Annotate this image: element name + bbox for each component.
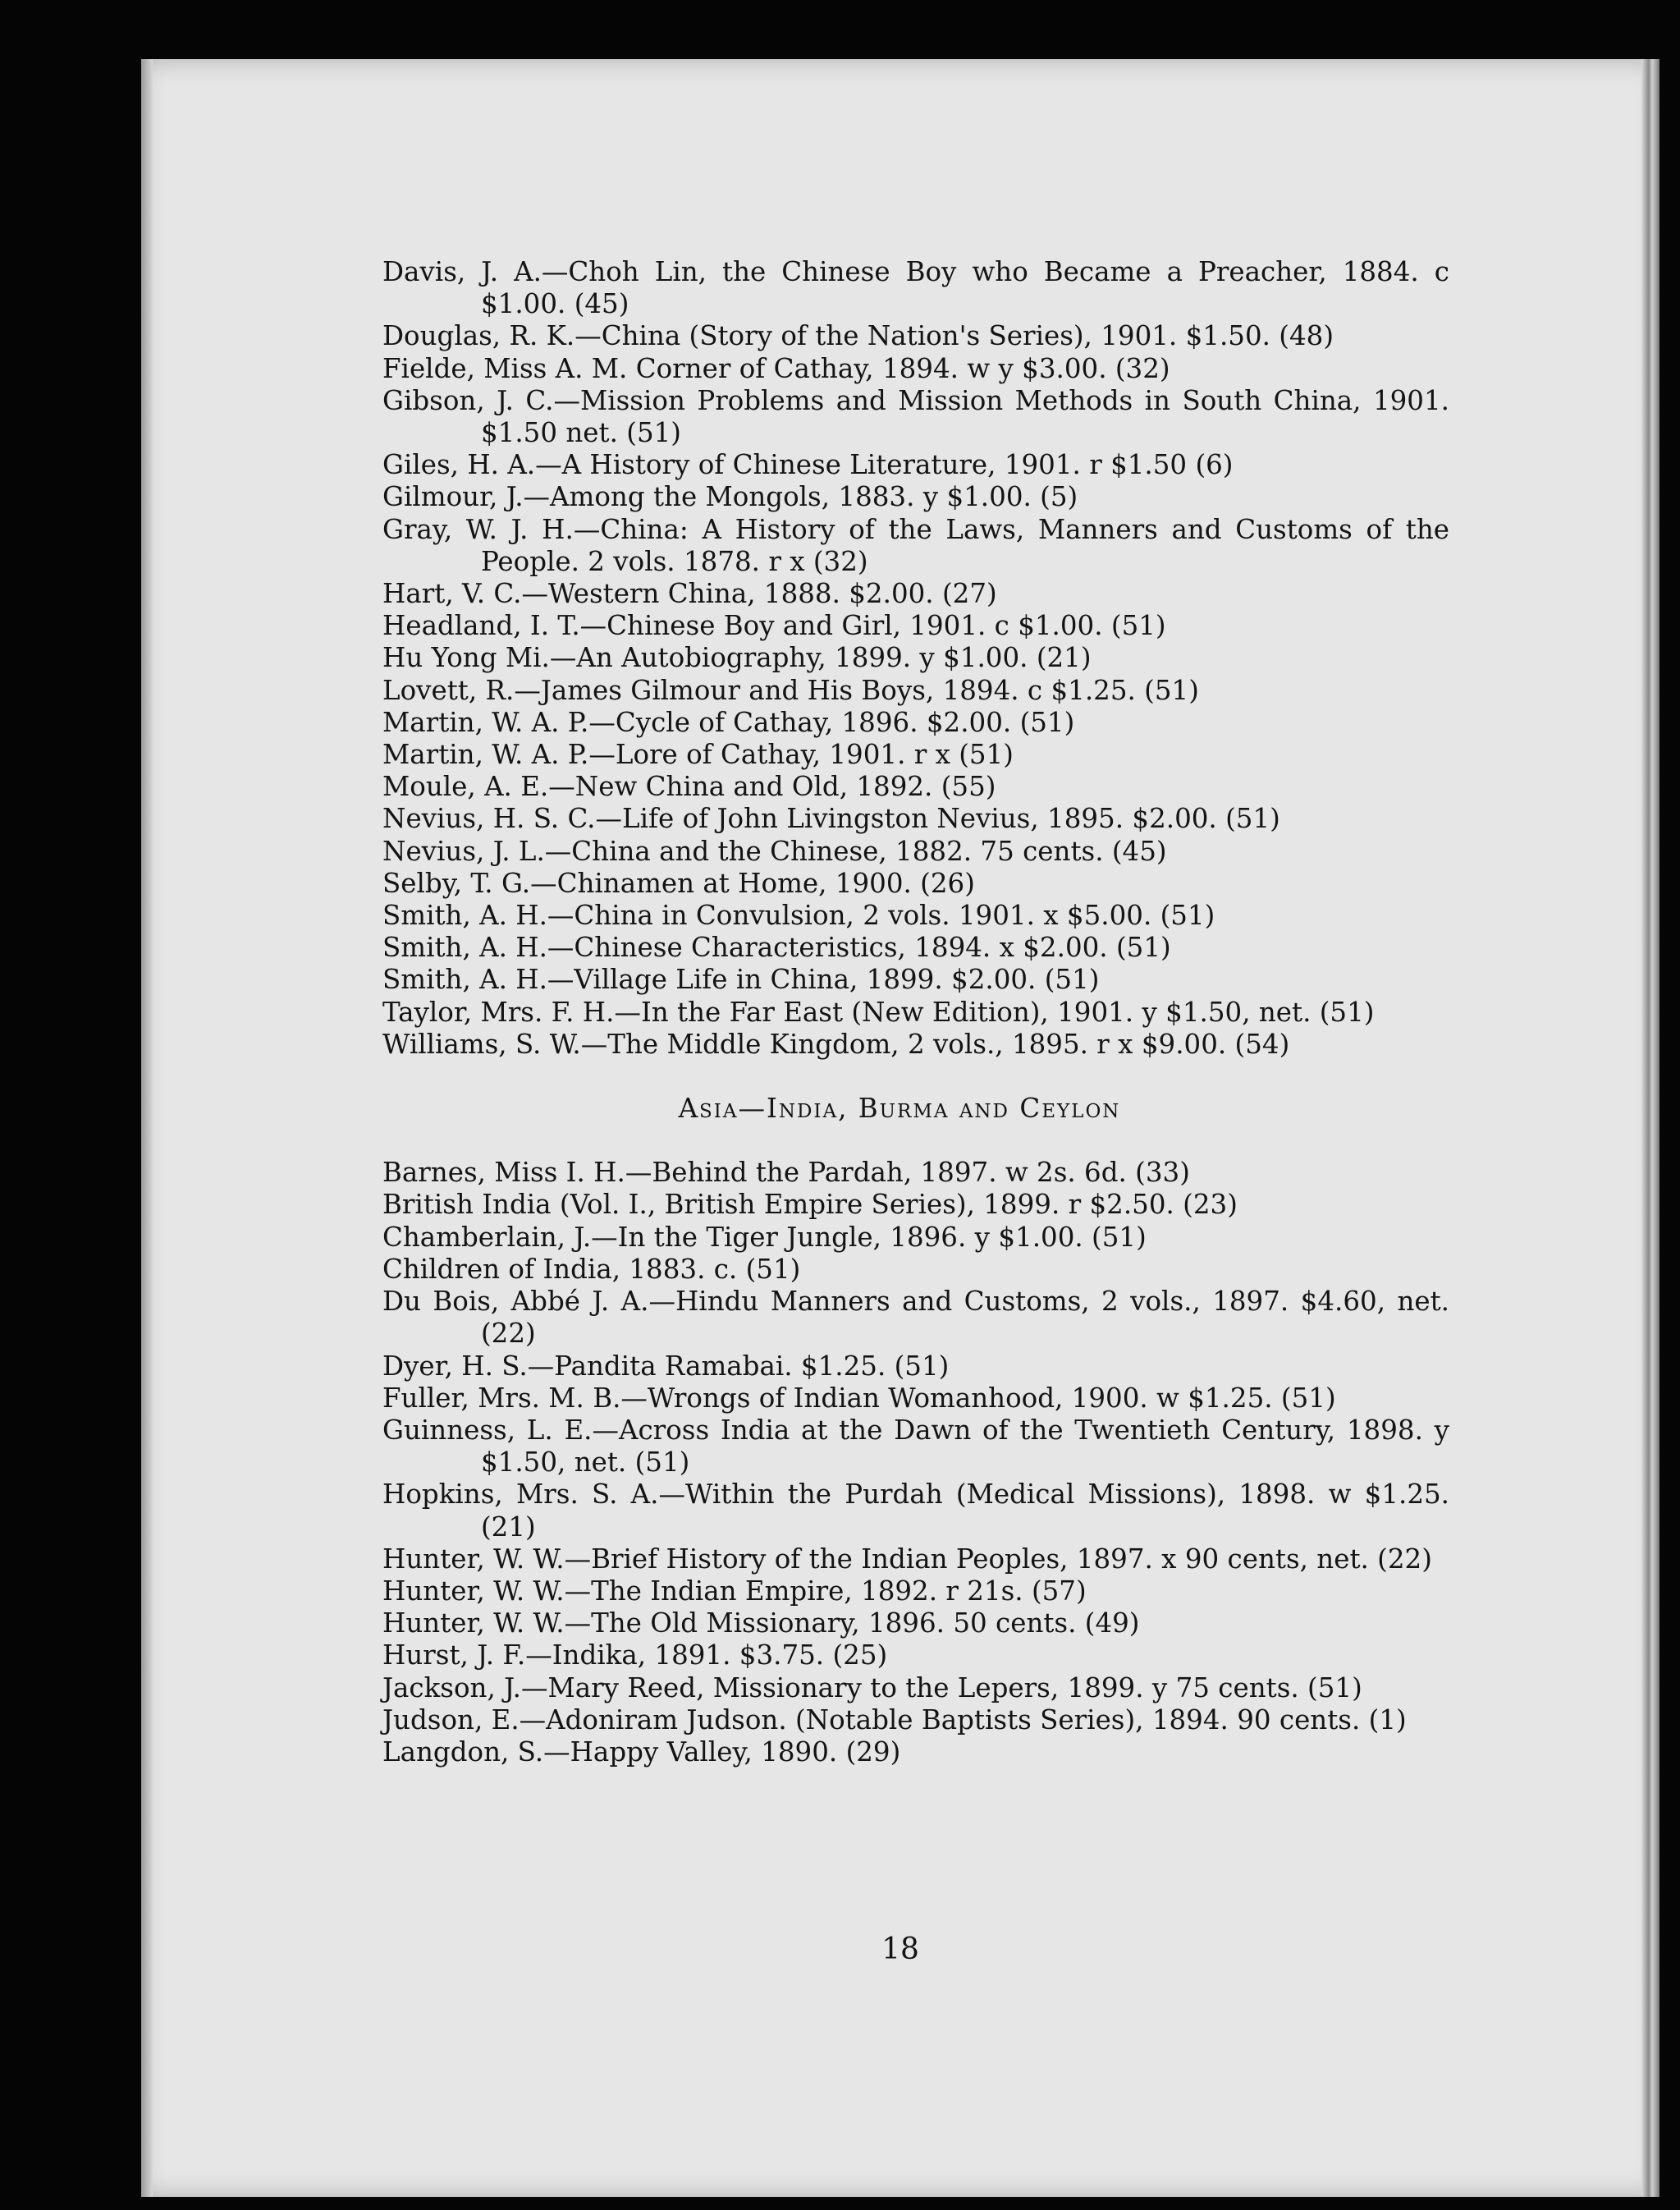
bibliography-entry: Selby, T. G.—Chinamen at Home, 1900. (26)	[382, 867, 975, 899]
bibliography-entry: Hurst, J. F.—Indika, 1891. $3.75. (25)	[382, 1639, 888, 1671]
bibliography-entry: Taylor, Mrs. F. H.—In the Far East (New Edition), 1901. y $1.50, net. (51)	[382, 996, 1375, 1028]
bibliography-entry: Martin, W. A. P.—Cycle of Cathay, 1896. $2.00. (51)	[382, 706, 1075, 738]
bibliography-entry: Smith, A. H.—Chinese Characteristics, 1894. x $2.00. (51)	[382, 932, 1171, 964]
bibliography-entry: Barnes, Miss I. H.—Behind the Pardah, 1897. w 2s. 6d. (33)	[382, 1157, 1190, 1189]
section-heading: Asia—India, Burma and Ceylon	[678, 1093, 1121, 1125]
bibliography-entry: Hart, V. C.—Western China, 1888. $2.00. (27)	[382, 578, 997, 610]
bibliography-entry: Nevius, H. S. C.—Life of John Livingston Nevius, 1895. $2.00. (51)	[382, 803, 1280, 835]
bibliography-text	[382, 256, 1449, 1768]
bibliography-entry: Martin, W. A. P.—Lore of Cathay, 1901. r x (51)	[382, 739, 1014, 771]
bibliography-entry: Jackson, J.—Mary Reed, Missionary to the Lepers, 1899. y 75 cents. (51)	[382, 1671, 1362, 1703]
bibliography-entry: Williams, S. W.—The Middle Kingdom, 2 vols., 1895. r x $9.00. (54)	[382, 1028, 1290, 1060]
section-india-entries	[382, 1157, 1449, 1768]
bibliography-entry: Fielde, Miss A. M. Corner of Cathay, 1894. w y $3.00. (32)	[382, 352, 1170, 384]
bibliography-entry: Fuller, Mrs. M. B.—Wrongs of Indian Womanhood, 1900. w $1.25. (51)	[382, 1382, 1336, 1414]
bibliography-entry: Hopkins, Mrs. S. A.—Within the Purdah (Medical Missions), 1898. w $1.25. (21)	[382, 1479, 1449, 1543]
bibliography-entry: Hunter, W. W.—The Indian Empire, 1892. r 21s. (57)	[382, 1575, 1087, 1607]
bibliography-entry: Smith, A. H.—Village Life in China, 1899. $2.00. (51)	[382, 964, 1100, 996]
bibliography-entry: Lovett, R.—James Gilmour and His Boys, 1894. c $1.25. (51)	[382, 674, 1199, 706]
bibliography-entry: Hunter, W. W.—Brief History of the Indian Peoples, 1897. x 90 cents, net. (22)	[382, 1543, 1432, 1575]
bibliography-entry: Davis, J. A.—Choh Lin, the Chinese Boy who Became a Preacher, 1884. c $1.00. (45)	[382, 256, 1449, 320]
bibliography-entry: Gilmour, J.—Among the Mongols, 1883. y $1.00. (5)	[382, 481, 1078, 513]
bibliography-entry: Dyer, H. S.—Pandita Ramabai. $1.25. (51)	[382, 1350, 950, 1382]
bibliography-entry: Guinness, L. E.—Across India at the Dawn of the Twentieth Century, 1898. y $1.50, net. (51)	[382, 1414, 1449, 1479]
bibliography-entry: Judson, E.—Adoniram Judson. (Notable Baptists Series), 1894. 90 cents. (1)	[382, 1703, 1407, 1735]
bibliography-entry: Nevius, J. L.—China and the Chinese, 1882. 75 cents. (45)	[382, 835, 1167, 867]
bibliography-entry: Hunter, W. W.—The Old Missionary, 1896. 50 cents. (49)	[382, 1607, 1140, 1639]
bibliography-entry: Gibson, J. C.—Mission Problems and Mission Methods in South China, 1901. $1.50 net. (51)	[382, 384, 1449, 449]
bibliography-entry: Headland, I. T.—Chinese Boy and Girl, 1901. c $1.00. (51)	[382, 610, 1166, 642]
bibliography-entry: Children of India, 1883. c. (51)	[382, 1253, 801, 1285]
page-right-edge	[1641, 59, 1659, 2197]
bibliography-entry: Hu Yong Mi.—An Autobiography, 1899. y $1.00. (21)	[382, 642, 1092, 674]
bibliography-entry: Langdon, S.—Happy Valley, 1890. (29)	[382, 1735, 901, 1768]
bibliography-entry: Giles, H. A.—A History of Chinese Literature, 1901. r $1.50 (6)	[382, 449, 1234, 481]
page-left-edge	[141, 59, 153, 2197]
bibliography-entry: Gray, W. J. H.—China: A History of the Laws, Manners and Customs of the People. 2 vols. 1878. r x (32)	[382, 513, 1449, 577]
bibliography-entry: Douglas, R. K.—China (Story of the Nation's Series), 1901. $1.50. (48)	[382, 320, 1334, 352]
page-number: 18	[881, 1933, 919, 1966]
page	[141, 59, 1659, 2197]
bibliography-entry: British India (Vol. I., British Empire Series), 1899. r $2.50. (23)	[382, 1189, 1238, 1221]
bibliography-entry: Moule, A. E.—New China and Old, 1892. (55)	[382, 771, 996, 803]
section-china-entries	[382, 256, 1449, 1061]
bibliography-entry: Du Bois, Abbé J. A.—Hindu Manners and Customs, 2 vols., 1897. $4.60, net. (22)	[382, 1286, 1449, 1350]
bibliography-entry: Smith, A. H.—China in Convulsion, 2 vols. 1901. x $5.00. (51)	[382, 900, 1215, 932]
bibliography-entry: Chamberlain, J.—In the Tiger Jungle, 1896. y $1.00. (51)	[382, 1221, 1147, 1253]
